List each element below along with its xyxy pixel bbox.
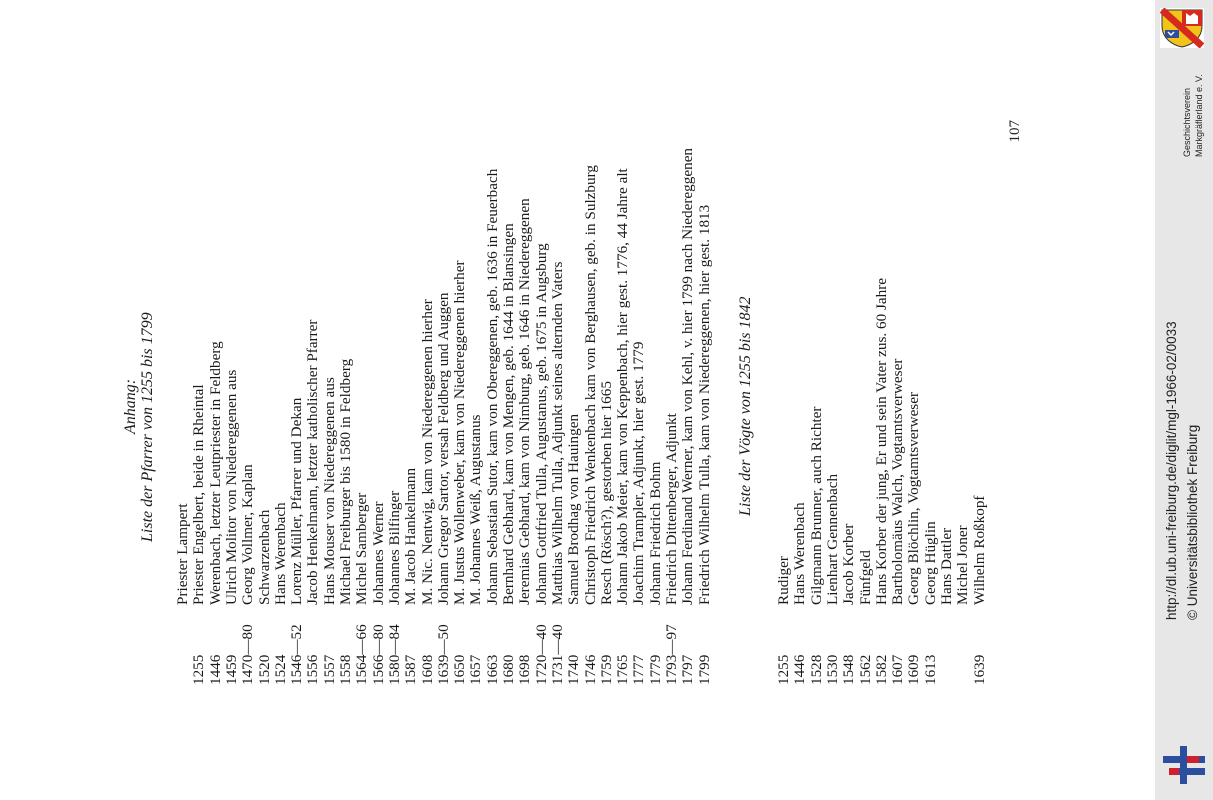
entry-text: Michel Joner (954, 525, 972, 605)
entry-text: Rudiger (775, 556, 792, 605)
entry-year: 1459 (222, 654, 240, 685)
entry-year: 1548 (840, 654, 858, 685)
list-entry (224, 370, 240, 685)
entry-year: 1255 (775, 654, 792, 685)
entry-text: M. Justus Wollenweber, kam von Niedereggenen hierher (451, 260, 469, 605)
list-entry (955, 525, 971, 685)
entry-text: Michel Samberger (353, 492, 371, 605)
list-entry (534, 243, 550, 685)
list-entry (939, 528, 955, 685)
appendix-label: Anhang: (122, 378, 139, 434)
ub-freiburg-logo-icon (1163, 744, 1205, 786)
list-entry (680, 148, 696, 685)
list-entry (468, 415, 484, 685)
entry-year: 1680 (500, 654, 517, 685)
entry-text: Schwarzenbach (255, 509, 273, 605)
list-entry (485, 169, 501, 685)
list-entry (208, 341, 224, 685)
entry-year: 1639—50 (434, 624, 452, 685)
entry-text: Jacob Henkelmann, letzter katholischer Pfarrer (304, 319, 322, 605)
entry-text: Friedrich Wilhelm Tulla, kam von Niedereggenen, hier gest. 1813 (695, 204, 713, 605)
entry-year: 1731—40 (548, 624, 566, 685)
entry-year: 1255 (190, 654, 208, 685)
society-name-line1: Geschichtsverein (1182, 87, 1192, 157)
entry-year: 1720—40 (532, 624, 550, 685)
entry-text: Jeremias Gebhard, kam von Nimburg, geb. 1646 in Niedereggenen (516, 198, 534, 605)
entry-year: 1557 (320, 654, 338, 685)
entry-text: Johann Gregor Sartor, versah Feldberg und Auggen (434, 292, 452, 605)
entry-year: 1746 (581, 654, 599, 685)
list-entry (501, 223, 517, 685)
entry-text: M. Nic. Nentwig, kam von Niedereggenen hierher (418, 299, 436, 605)
entry-text: Priester Lampert (174, 503, 191, 605)
entry-text: Bartholomäus Walch, Vogtamtsverweser (889, 358, 907, 605)
entry-text: Johann Jakob Meier, kam von Keppenbach, hier gest. 1776, 44 Jahre alt (614, 168, 632, 605)
entry-text: Johann Gottfried Tulla, Augustanus, geb. 1675 in Augsburg (532, 243, 550, 605)
entry-year: 1556 (304, 654, 322, 685)
list-entry (874, 278, 890, 685)
entry-year: 1779 (646, 654, 664, 685)
entry-text: Michael Freiburger bis 1580 in Feldberg (337, 358, 354, 605)
list-entry (273, 502, 289, 685)
entry-text: Jacob Korber (840, 523, 858, 605)
entry-year: 1799 (695, 654, 713, 685)
entry-text: Fünfgeld (856, 550, 874, 605)
list-entry (615, 168, 631, 685)
list-pfarrer-title: Liste der Pfarrer von 1255 bis 1799 (139, 312, 156, 542)
entry-text: Georg Vollmer, Kaplan (239, 464, 257, 605)
entry-year: 1698 (516, 654, 534, 685)
list-entry (664, 413, 680, 685)
list-entry (322, 377, 338, 685)
entry-year: 1740 (565, 654, 583, 685)
list-entry (566, 414, 582, 685)
entry-text: Hans Werenbach (271, 502, 289, 605)
list-entry (972, 496, 988, 686)
entry-text: Joachim Trampler, Adjunkt, hier gest. 1779 (630, 341, 648, 605)
entry-year: 1607 (889, 654, 907, 685)
entry-year: 1530 (823, 654, 841, 685)
entry-text: Johann Ferdinand Werner, kam von Kehl, v. hier 1799 nach Niedereggenen (679, 147, 697, 605)
entry-text: Johannes Bilfinger (385, 490, 403, 605)
entry-year: 1446 (206, 654, 224, 685)
entry-year: 1564—66 (353, 624, 371, 685)
entry-year: 1580—84 (385, 624, 403, 685)
list-entry (354, 493, 370, 685)
entry-text: Christoph Friedrich Wenkenbach kam von Berghausen, geb. in Sulzburg (581, 165, 599, 605)
entry-text: Hans Mouser von Niedereggenen aus (320, 377, 338, 605)
entry-text: Resch (Rösch?), gestorben hier 1665 (597, 381, 615, 605)
entry-text: Lorenz Müller, Pfarrer und Dekan (288, 397, 306, 605)
entry-text: Johannes Werner (369, 501, 387, 605)
list-entry (436, 293, 452, 686)
list-voegte-title: Liste der Vögte von 1255 bis 1842 (737, 296, 754, 516)
entry-text: Johann Friedrich Bohm (646, 461, 664, 605)
entry-year: 1609 (905, 654, 923, 685)
list-entry (517, 198, 533, 685)
list-entry (191, 384, 207, 685)
entry-year: 1528 (807, 654, 825, 685)
list-entry (338, 359, 354, 685)
list-entry (599, 381, 615, 685)
entry-text: M. Johannes Weiß, Augustanus (467, 414, 485, 605)
entry-text: Bernhard Gebhard, kam von Mengen, geb. 1644 in Blansingen (500, 223, 517, 605)
entry-year: 1613 (921, 654, 939, 685)
entry-year: 1759 (597, 654, 615, 685)
list-entry (403, 468, 419, 685)
entry-text: Hans Korber der jung, Er und sein Vater zus. 60 Jahre (872, 277, 890, 605)
entry-year: 1793—97 (663, 624, 680, 685)
list-entry (809, 407, 825, 685)
list-entry (890, 359, 906, 685)
entry-year: 1587 (402, 654, 420, 685)
entry-year: 1663 (483, 654, 501, 685)
entry-year: 1650 (451, 654, 469, 685)
entry-text: Hans Dattler (938, 527, 955, 605)
entry-year: 1797 (679, 654, 697, 685)
entry-year: 1546—52 (288, 624, 306, 685)
society-name-line2: Markgräflerland e. V. (1194, 74, 1204, 157)
list-entry (289, 398, 305, 685)
list-entry (175, 503, 191, 685)
entry-year: 1524 (271, 654, 289, 685)
entry-year: 1470—80 (239, 624, 257, 685)
entry-text: Johann Sebastian Sutor, kam von Obereggenen, geb. 1636 in Feuerbach (483, 168, 501, 605)
list-entry (452, 260, 468, 685)
entry-year: 1582 (872, 654, 890, 685)
list-entry (257, 510, 273, 685)
entry-text: Georg Blöchlin, Vogtamtsverweser (905, 391, 923, 605)
list-entry (420, 299, 436, 685)
entry-year: 1657 (467, 654, 485, 685)
list-entry (776, 556, 792, 685)
sidebar-rotated-text (1155, 0, 1213, 800)
list-entry (825, 474, 841, 685)
list-entry (371, 501, 387, 685)
entry-year: 1639 (970, 654, 988, 685)
entry-text: Wilhelm Roßkopf (970, 495, 988, 605)
list-entry (923, 521, 939, 685)
entry-text: Georg Hüglin (921, 521, 939, 605)
list-entry (792, 502, 808, 685)
entry-year: 1777 (630, 654, 648, 685)
list-entry (631, 342, 647, 685)
entry-year: 1558 (337, 654, 354, 685)
entry-text: Lienhart Gennenbach (823, 473, 841, 605)
entry-year: 1562 (856, 654, 874, 685)
entry-text: M. Jacob Hankelmann (402, 467, 420, 605)
entry-year: 1566—80 (369, 624, 387, 685)
entry-text: Matthias Wilhelm Tulla, Adjunkt seines alternden Vaters (548, 261, 566, 605)
entry-year: 1520 (255, 654, 273, 685)
viewer-sidebar (1155, 0, 1213, 800)
copyright-notice: © Universitätsbibliothek Freiburg (1185, 424, 1200, 620)
entry-text: Hans Werenbach (791, 502, 809, 605)
list-entry (305, 320, 321, 686)
list-entry (906, 392, 922, 685)
list-entry (697, 205, 713, 685)
entry-year: 1446 (791, 654, 809, 685)
list-entry (240, 464, 256, 685)
entry-text: Ulrich Molitor von Niedereggenen aus (222, 369, 240, 605)
list-entry (387, 491, 403, 685)
entry-text: Friedrich Dittenberger, Adjunkt (663, 413, 680, 605)
entry-year: 1608 (418, 654, 436, 685)
entry-text: Samuel Brodhag von Hauingen (565, 413, 583, 605)
entry-year: 1765 (614, 654, 632, 685)
entry-text: Gilgmann Brunner, auch Richter (807, 406, 825, 605)
list-entry (648, 462, 664, 685)
list-entry (550, 262, 566, 685)
page-number: 107 (1007, 120, 1023, 143)
entry-text: Priester Engelbert, beide in Rheintal (190, 384, 208, 605)
document-url[interactable]: http://dl.ub.uni-freiburg.de/diglit/mgl-1966-02/0033 (1164, 321, 1179, 620)
list-entry (583, 165, 599, 685)
list-entry (858, 550, 874, 685)
list-entry (841, 524, 857, 685)
entry-text: Werenbach, letzter Leutpriester in Feldberg (206, 341, 224, 605)
